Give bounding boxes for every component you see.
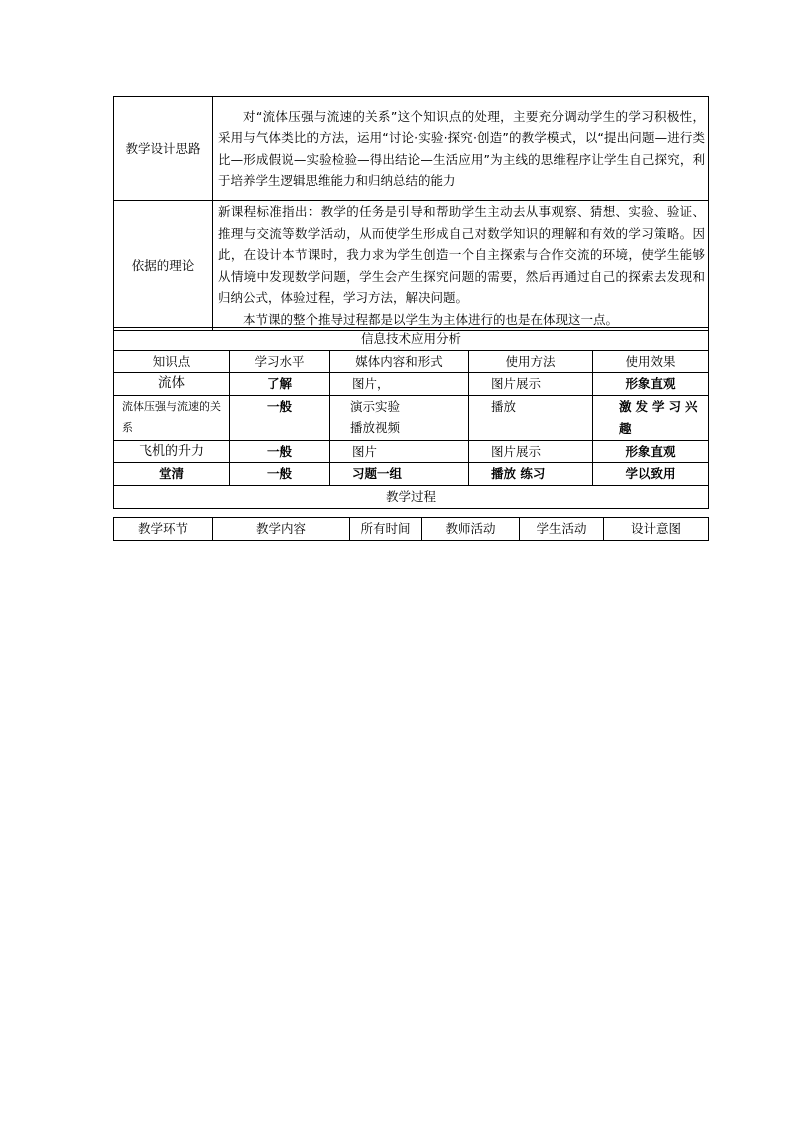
header-usage-effect: 使用效果 bbox=[593, 350, 709, 373]
header-design-intent: 设计意图 bbox=[604, 518, 709, 541]
header-time: 所有时间 bbox=[350, 518, 422, 541]
table-row bbox=[114, 463, 709, 486]
design-thoughts-text bbox=[213, 97, 709, 201]
design-table bbox=[113, 96, 709, 331]
row1-media-content: 图片， bbox=[330, 373, 469, 396]
header-teaching-stage: 教学环节 bbox=[114, 518, 213, 541]
row2-learning-level: 一般 bbox=[230, 395, 330, 440]
theory-row bbox=[114, 201, 709, 331]
row4-usage-effect: 学以致用 bbox=[593, 463, 709, 486]
row4-knowledge-point: 堂清 bbox=[114, 463, 230, 486]
row1-learning-level: 了解 bbox=[230, 373, 330, 396]
header-learning-level: 学习水平 bbox=[230, 350, 330, 373]
header-teaching-content: 教学内容 bbox=[213, 518, 350, 541]
design-thoughts-label: 教学设计思路 bbox=[114, 97, 213, 201]
header-knowledge-point: 知识点 bbox=[114, 350, 230, 373]
theory-paragraph-2: 本节课的整个推导过程都是以学生为主体进行的也是在体现这一点。 bbox=[243, 311, 619, 327]
table-row bbox=[114, 373, 709, 396]
row1-usage-method: 图片展示 bbox=[469, 373, 593, 396]
theory-paragraph-1: 新课程标准指出：教学的任务是引导和帮助学生主动去从事观察、猜想、实验、验证、推理与交流等数学活动，从而使学生形成自己对数学知识的理解和有效的学习策略。因此，在设计本节课时，我力求为学生创造一个自主探索与合作交流的环境，使学生能够从情境中发现数学问题，学生会产生探究问题的需要，然后再通过自己的探索去发现和归纳公式，体验过程，学习方法，解决问题。 bbox=[218, 204, 705, 305]
it-analysis-title: 信息技术应用分析 bbox=[114, 328, 709, 351]
row4-media-content: 习题一组 bbox=[330, 463, 469, 486]
row3-media-content: 图片 bbox=[330, 440, 469, 463]
it-analysis-table bbox=[113, 327, 709, 509]
it-analysis-header-row bbox=[114, 350, 709, 373]
header-media-content: 媒体内容和形式 bbox=[330, 350, 469, 373]
table-row bbox=[114, 440, 709, 463]
header-usage-method: 使用方法 bbox=[469, 350, 593, 373]
row4-usage-method: 播放 练习 bbox=[469, 463, 593, 486]
process-title-row bbox=[114, 485, 709, 508]
row2-knowledge-point: 流体压强与流速的关系 bbox=[114, 395, 230, 440]
row1-usage-effect: 形象直观 bbox=[593, 373, 709, 396]
header-student-activity: 学生活动 bbox=[520, 518, 604, 541]
row4-learning-level: 一般 bbox=[230, 463, 330, 486]
row2-media-content: 演示实验 播放视频 bbox=[330, 395, 469, 440]
process-title: 教学过程 bbox=[114, 485, 709, 508]
process-table bbox=[113, 517, 709, 541]
row2-usage-method: 播放 bbox=[469, 395, 593, 440]
design-thoughts-paragraph: 对“流体压强与流速的关系”这个知识点的处理，主要充分调动学生的学习积极性，采用与气体类比的方法，运用“讨论·实验·探究·创造”的教学模式，以“提出问题—进行类比—形成假说—实验检验—得出结论—生活应用”为主线的思维程序让学生自己探究，利于培养学生逻辑思维能力和归纳总结的能力 bbox=[218, 108, 705, 188]
row3-knowledge-point: 飞机的升力 bbox=[114, 440, 230, 463]
design-thoughts-row bbox=[114, 97, 709, 201]
it-analysis-title-row bbox=[114, 328, 709, 351]
process-header-row bbox=[114, 518, 709, 541]
row3-usage-method: 图片展示 bbox=[469, 440, 593, 463]
row2-usage-effect: 激发学习兴趣 bbox=[593, 395, 709, 440]
row3-usage-effect: 形象直观 bbox=[593, 440, 709, 463]
theory-text bbox=[213, 201, 709, 331]
header-teacher-activity: 教师活动 bbox=[422, 518, 520, 541]
row3-learning-level: 一般 bbox=[230, 440, 330, 463]
row1-knowledge-point: 流体 bbox=[114, 373, 230, 396]
theory-label: 依据的理论 bbox=[114, 201, 213, 331]
table-row bbox=[114, 395, 709, 440]
